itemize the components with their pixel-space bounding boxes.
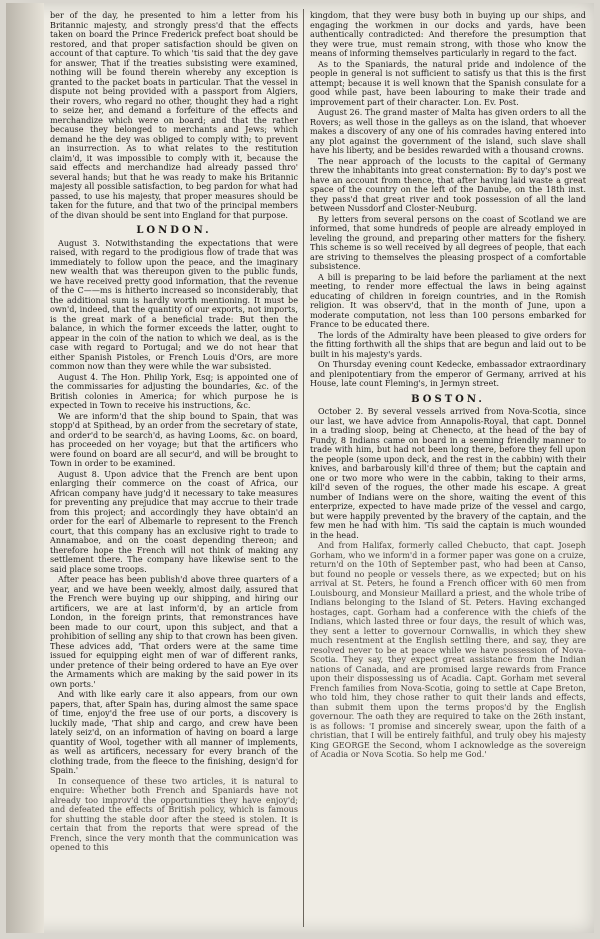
article-paragraph: The lords of the Admiralty have been pleased to give orders for the fitting forthwith all the ships that are begun and laid out to be built in his majesty's yards. bbox=[310, 329, 586, 359]
article-paragraph: August 26. The grand master of Malta has given orders to all the Rovers; as well those in the galleys as on the island, that whoever makes a discovery of any one of his comrades having entered into any plot against the government of the island, such slave shall have his liberty, and be besides rewarded with a thousand crowns. bbox=[310, 107, 586, 155]
article-paragraph: kingdom, that they were busy both in buying up our ships, and engaging the workmen in our docks and yards, have been authentically contradicted: And therefore the presumption that they were true, must remain strong, with those who know the means of informing themselves particularly in regard to the fact. bbox=[310, 11, 586, 58]
article-paragraph: By letters from several persons on the coast of Scotland we are informed, that some hundreds of people are already employed in leveling the ground, and preparing other matters for the fishery. This scheme is so well received by all degrees of people, that each are striving to themselves the pleasing prospect of a comfortable subsistence. bbox=[310, 213, 586, 271]
newspaper-page bbox=[6, 3, 594, 933]
section-heading-london: LONDON. bbox=[136, 225, 212, 236]
article-paragraph: After peace has been publish'd above three quarters of a year, and we have been weekly, almost daily, assured that the French were buying up our shipping, and hiring our artificers, we are at last inform'd, by an article from London, in the foreign prints, that remonstrances have been made to our court, upon this subject, and that a prohibition of selling any ship to that crown has been given. These advices add, 'That orders were at the same time issued for equipping eight men of war of different ranks, under pretence of their being ordered to have an Eye over the Armaments which are making by the said power in its own ports.' bbox=[50, 574, 298, 689]
article-paragraph: A bill is preparing to be laid before the parliament at the next meeting, to render more effectual the laws in being against educating of children in foreign countries, and in the Romish religion. It was observ'd, that in the month of June, upon a moderate computation, not less than 100 persons embarked for France to be educated there. bbox=[310, 271, 586, 329]
article-paragraph: The near approach of the locusts to the capital of Germany threw the inhabitants into great consternation: By to day's post we have an account from thence, that after having laid waste a great space of the country on the left of the Danube, on the 18th inst. they pass'd that great river and took possession of all the land between Nussdorf and Closter-Neuburg. bbox=[310, 155, 586, 213]
right-column bbox=[310, 11, 586, 925]
article-paragraph: As to the Spaniards, the natural pride and indolence of the people in general is not sufficient to satisfy us that this is the first attempt; because it is well known that the Spanish consulate for a good while past, have been labouring to make their trade and improvement part of their character. Lon. Ev. Post. bbox=[310, 58, 586, 107]
article-paragraph: October 2. By several vessels arrived from Nova-Scotia, since our last, we have advice from Annapolis-Royal, that capt. Donnel in a trading sloop, being at Chenecto, at the head of the bay of Fundy, 8 Indians came on board in a seeming friendly manner to trade with him, but had not been long there, before they fell upon the people (some upon deck, and the rest in the cabbin) with their knives, and barbarously kill'd three of them; but the captain and one or two more who were in the cabbin, taking to their arms, kill'd seven of the rogues, the other made his escape. A great number of Indians were on the shore, waiting the event of this enterprize, expected to have made prize of the vessel and cargo, but were happily prevented by the bravery of the captain, and the few men he had with him. 'Tis said the captain is much wounded in the head. bbox=[310, 406, 586, 540]
article-paragraph: August 4. The Hon. Philip York, Esq; is appointed one of the commissaries for adjusting the boundaries, &c. of the British colonies in America; for which purpose he is expected in Town to receive his instructions, &c. bbox=[50, 371, 298, 410]
column-rule bbox=[303, 9, 304, 927]
article-paragraph: And with like early care it also appears, from our own papers, that, after Spain has, during almost the same space of time, enjoy'd the free use of our ports, a discovery is luckily made, 'That ship and cargo, and crew have been lately seiz'd, on an information of having on board a large quantity of Wool, together with all manner of implements, as well as artificers, necessary for every branch of the clothing trade, from the fleece to the finishing, design'd for Spain.' bbox=[50, 689, 298, 775]
article-paragraph: August 8. Upon advice that the French are bent upon enlarging their commerce on the coast of Africa, our African company have judg'd it necessary to take measures for preventing any prejudice that may accrue to their trade from this project; and accordingly they have obtain'd an order for the earl of Albemarle to represent to the French court, that this company has an exclusive right to trade to Annamaboe, and on the coast depending thereon; and therefore hope the French will not think of making any settlement there. The company have likewise sent to the said place some troops. bbox=[50, 468, 298, 574]
article-paragraph: We are inform'd that the ship bound to Spain, that was stopp'd at Spithead, by an order from the secretary of state, and order'd to be search'd, as having Looms, &c. on board, has proceeded on her voyage; but that the artificers who were found on board are all secur'd, and will be brought to Town in order to be examined. bbox=[50, 410, 298, 468]
article-paragraph: ber of the day, he presented to him a letter from his Britannic majesty, and strongly press'd that the effects taken on board the Prince Frederick prefect boat should be restored, and that proper satisfaction should be given on account of that capture. To which 'tis said that the dey gave for answer, That if the treaties subsisting were examined, nothing will be found therein whereby any exception is granted to the packet boats in particular. That the vessel in dispute not being provided with a passport from Algiers, their rovers, who regard no other, thought they had a right to seize her, and demand a forfeiture of the effects and merchandize which were on board; and that the rather because they belonged to merchants and Jews; which demand he the dey was obliged to comply with; to prevent an insurrection. As to what relates to the restitution claim'd, it was impossible to comply with it, because the said effects and merchandize had already passed thro' several hands; but that he was ready to make his Britannic majesty all possible satisfaction, to beg pardon for what had passed, to use his majesty, that proper measures should be taken for the future, and that two of the principal members of the divan should be sent into England for that purpose. bbox=[50, 11, 298, 220]
left-column bbox=[50, 11, 298, 925]
article-paragraph: And from Halifax, formerly called Chebucto, that capt. Joseph Gorham, who we inform'd in a former paper was gone on a cruize, return'd on the 10th of September past, who had been at Canso, but found no people or vessels there, as we expected; but on his arrival at St. Peters, he found a French officer with 60 men from Louisbourg, and Monsieur Maillard a priest, and the whole tribe of Indians belonging to the Island of St. Peters. Having exchanged hostages, capt. Gorham had a conference with the chiefs of the Indians, which lasted three or four days, the result of which was, they sent a letter to governour Cornwallis, in which they shew much resentment at the English settling there, and say, they are resolved never to be at peace while we have possession of Nova-Scotia. They say, they expect great assistance from the Indian nations of Canada, and are promised large rewards from France upon their dispossessing us of Acadia. Capt. Gorham met several French families from Nova-Scotia, going to settle at Cape Breton, who told him, they chose rather to quit their lands and effects, than submit them upon the terms propos'd by the English governour. The oath they are required to take on the 26th instant, is as follows: 'I promise and sincerely swear, upon the faith of a christian, that I will be entirely faithful, and truly obey his majesty King GEORGE the Second, whom I acknowledge as the sovereign of Acadia or Nova Scotia. So help me God.' bbox=[310, 540, 586, 759]
section-heading-boston: BOSTON. bbox=[411, 393, 485, 405]
article-paragraph: On Thursday evening count Kedecke, embassador extraordinary and plenipotentiary from the emperor of Germany, arrived at his House, late count Fleming's, in Jermyn street. bbox=[310, 359, 586, 388]
article-paragraph: August 3. Notwithstanding the expectations that were raised, with regard to the prodigious flow of trade that was immediately to follow upon the peace, and the imaginary new wealth that was thereupon given to the public funds, we have received pretty good information, that the revenue of the C——ms is hitherto increased so inconsiderably, that the additional sum is hardly worth mentioning. It must be own'd, indeed, that the quantity of our exports, not imports, is the great mark of a beneficial trade: But then the balance, in which the former exceeds the latter, ought to appear in the coin of the nation to which we deal, as is the case with regard to Portugal; and we do not hear that either Spanish Pistoles, or French Louis d'Ors, are more common now than they were while the war subsisted. bbox=[50, 237, 298, 371]
article-paragraph: In consequence of these two articles, it is natural to enquire: Whether both French and Spaniards have not already too improv'd the opportunities they have enjoy'd; and defeated the effects of British policy, which is famous for shutting the stable door after the steed is stolen. It is certain that from the reports that were spread of the French, since the very month that the communication was opened to this bbox=[50, 775, 298, 852]
binding-edge bbox=[6, 3, 44, 933]
